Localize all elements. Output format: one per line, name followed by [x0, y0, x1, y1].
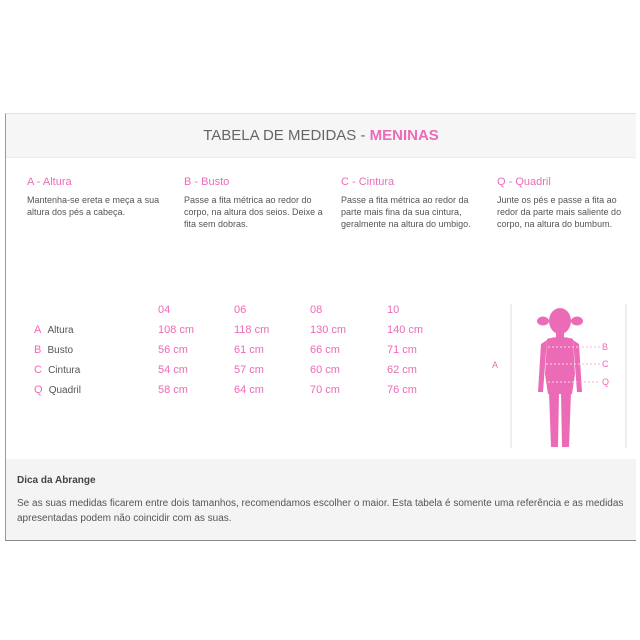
row-name: Altura: [47, 325, 74, 336]
size-08: 08: [310, 304, 323, 316]
size-06: 06: [234, 304, 247, 316]
tip-text: Se as suas medidas ficarem entre dois tamanhos, recomendamos escolher o maior. Esta tabela é somente uma referência e as medidas apresentadas podem não coincidir com as suas.: [17, 498, 624, 524]
table-cell: 64 cm: [234, 384, 264, 396]
table-cell: 62 cm: [387, 364, 417, 376]
table-cell: 130 cm: [310, 324, 347, 336]
table-cell: 66 cm: [310, 344, 340, 356]
tip-title: Dica da Abrange: [17, 475, 96, 486]
table-cell: 61 cm: [234, 344, 264, 356]
instruction-title: B - Busto: [184, 176, 230, 188]
instruction-text: Passe a fita métrica ao redor da parte mais fina da sua cintura, geralmente na altura do umbigo.: [341, 195, 471, 229]
row-letter: A: [34, 324, 42, 336]
instruction-text: Mantenha-se ereta e meça a sua altura dos pés a cabeça.: [27, 195, 160, 217]
table-cell: 70 cm: [310, 384, 340, 396]
table-cell: 140 cm: [387, 324, 424, 336]
measurement-instructions: [27, 176, 636, 246]
table-cell: 108 cm: [158, 324, 195, 336]
table-cell: 71 cm: [387, 344, 417, 356]
size-chart-card: [5, 113, 636, 541]
table-cell: 56 cm: [158, 344, 188, 356]
row-letter: C: [34, 364, 42, 376]
title-accent: MENINAS: [369, 127, 439, 144]
instruction-altura: [27, 176, 167, 218]
size-chart-header: [6, 114, 636, 158]
row-name: Quadril: [48, 385, 81, 396]
table-cell: 57 cm: [234, 364, 264, 376]
size-04: 04: [158, 304, 171, 316]
row-letter: B: [34, 344, 42, 356]
instruction-title: Q - Quadril: [497, 176, 551, 188]
instruction-cintura: [341, 176, 481, 230]
table-cell: 76 cm: [387, 384, 417, 396]
row-name: Cintura: [48, 365, 81, 376]
instruction-busto: [184, 176, 324, 230]
figure-label-a: A: [492, 360, 499, 370]
instruction-text: Passe a fita métrica ao redor do corpo, na altura dos seios. Deixe a fita sem dobras.: [184, 195, 323, 229]
table-cell: 54 cm: [158, 364, 188, 376]
instruction-title: C - Cintura: [341, 176, 395, 188]
instruction-title: A - Altura: [27, 176, 72, 188]
figure-label-b: B: [602, 342, 609, 352]
instruction-quadril: [497, 176, 636, 230]
table-cell: 58 cm: [158, 384, 188, 396]
instruction-text: Junte os pés e passe a fita ao redor da parte mais saliente do corpo, na altura do bumbum.: [497, 195, 622, 229]
figure-label-q: Q: [602, 377, 610, 387]
row-name: Busto: [47, 345, 74, 356]
table-cell: 118 cm: [234, 324, 270, 336]
size-10: 10: [387, 304, 400, 316]
row-letter: Q: [34, 384, 43, 396]
figure-label-c: C: [602, 359, 609, 369]
title-prefix: TABELA DE MEDIDAS -: [203, 127, 370, 144]
table-cell: 60 cm: [310, 364, 340, 376]
girl-measurement-figure: [486, 302, 636, 452]
girl-silhouette-icon: [486, 302, 636, 452]
tip-box: [6, 459, 636, 540]
